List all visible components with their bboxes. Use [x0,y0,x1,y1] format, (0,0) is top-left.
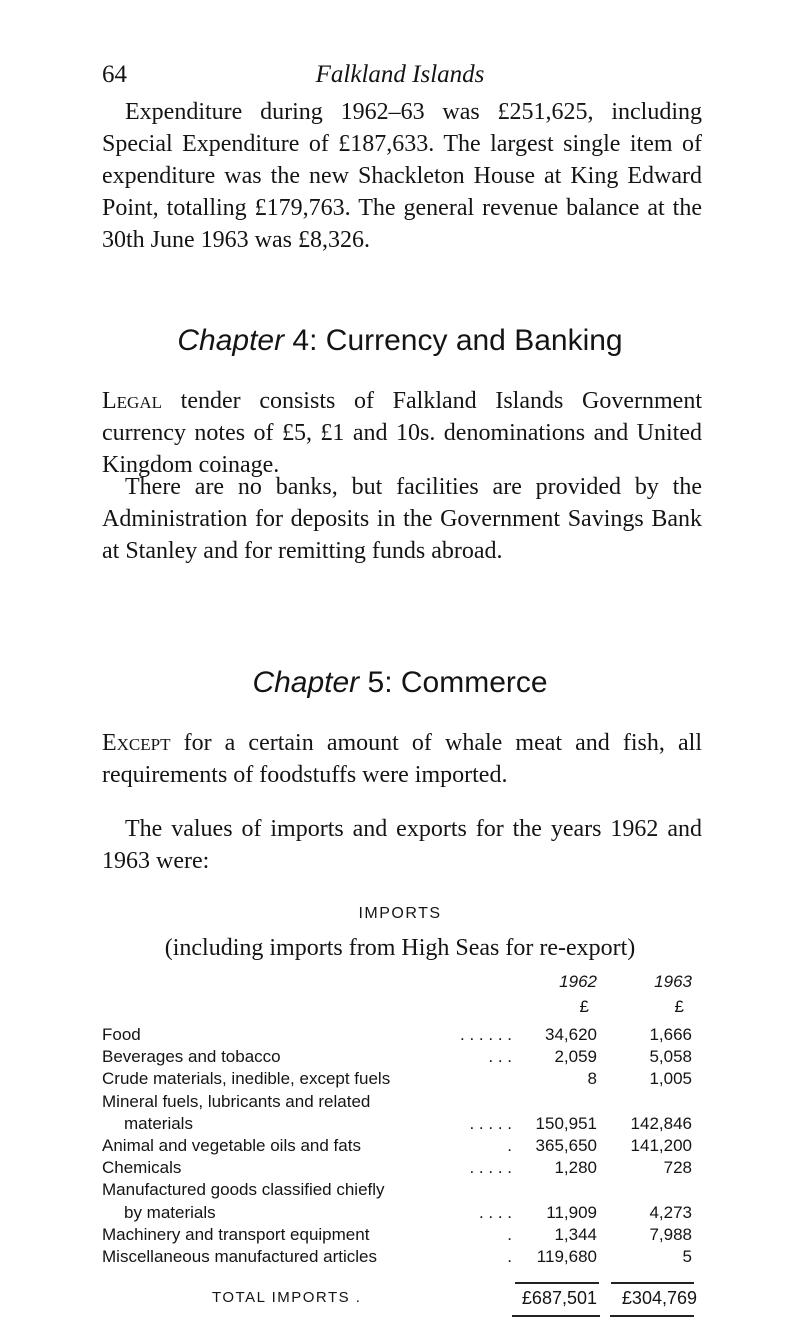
row-label: Chemicals [102,1158,182,1178]
row-leader-dots: . . . . . . [460,1025,512,1044]
value-1963: 1,666 [649,1025,692,1044]
table-row [102,1068,692,1090]
value-1963: 728 [663,1158,692,1178]
row-label: Manufactured goods classified chiefly [102,1180,385,1200]
chapter-4-title: 4: Currency and Banking [284,324,623,357]
chapter-4-paragraph-1-text: tender consists of Falkland Islands Government currency notes of £5, £1 and 10s. denominations and United Kingdom coinage. [102,388,702,478]
table-row [102,1157,692,1179]
table-row [102,1091,692,1113]
table-row [102,1046,692,1068]
chapter-4-lead-word: Legal [102,388,162,414]
row-label: Beverages and tobacco [102,1047,281,1067]
column-unit-1963: £ [674,997,684,1016]
value-1962: 150,951 [535,1113,597,1133]
value-1962: 11,909 [546,1202,597,1222]
chapter-5-paragraph-1-text: for a certain amount of whale meat and fish, all requirements of foodstuffs were imported. [102,730,702,788]
row-leader-dots: . . . . . [469,1158,512,1178]
running-title: Falkland Islands [315,61,485,88]
row-label: by materials [124,1202,216,1222]
row-leader-dots: . [507,1247,512,1266]
chapter-5-heading [0,665,800,701]
table-row [102,1202,692,1224]
value-1962: 8 [587,1069,597,1089]
page-number: 64 [102,61,127,88]
row-label: Crude materials, inedible, except fuels [102,1069,391,1089]
row-leader-dots: . [507,1136,512,1155]
chapter-5-word: Chapter [252,666,360,699]
table-row [102,1024,692,1046]
chapter-5-paragraph-2: The values of imports and exports for the years 1962 and 1963 were: [102,816,702,874]
subtotal-rule-1963 [611,1282,694,1284]
value-1962: 34,620 [545,1025,597,1044]
total-imports-label: TOTAL IMPORTS . [212,1289,362,1306]
table-row [102,1179,692,1201]
chapter-5-lead-word: Except [102,730,171,756]
chapter-5-title: 5: Commerce [359,666,548,699]
value-1963: 1,005 [649,1069,692,1089]
value-1962: 1,280 [554,1158,597,1178]
value-1962: 119,680 [536,1247,597,1266]
column-header-1962: 1962 [559,972,597,991]
row-leader-dots: . . . . . [469,1113,512,1133]
column-header-1963: 1963 [654,972,692,991]
total-imports-1962: £687,501 [521,1288,597,1308]
chapter-4-paragraph-1 [102,385,702,481]
table-row [102,1224,692,1246]
subtotal-rule-1962 [515,1282,599,1284]
imports-table-title: IMPORTS [358,905,442,922]
table-row [102,1135,692,1157]
intro-paragraph: Expenditure during 1962–63 was £251,625, including Special Expenditure of £187,633. The largest single item of expenditure was the new Shackleton House at King Edward Point, totalling £179,763. The general revenue balance at the 30th June 1963 was £8,326. [102,99,702,253]
row-label: Animal and vegetable oils and fats [102,1136,361,1155]
chapter-4-heading [0,323,800,359]
value-1963: 5 [682,1247,692,1266]
row-leader-dots: . . . . [478,1202,512,1222]
column-unit-1962: £ [579,997,589,1016]
value-1963: 141,200 [630,1136,692,1155]
value-1963: 4,273 [649,1202,692,1222]
value-1963: 7,988 [649,1224,692,1244]
value-1962: 2,059 [554,1047,597,1067]
value-1962: 365,650 [535,1136,597,1155]
table-row [102,1113,692,1135]
total-rule-1963 [610,1315,694,1317]
table-row [102,1246,692,1268]
chapter-4-paragraph-2: There are no banks, but facilities are provided by the Administration for deposits in the Government Savings Bank at Stanley and for remitting funds abroad. [102,474,702,564]
chapter-4-word: Chapter [177,324,285,357]
row-label: Machinery and transport equipment [102,1224,370,1244]
row-label: Food [102,1025,141,1044]
value-1963: 5,058 [649,1047,692,1067]
value-1963: 142,846 [630,1113,692,1133]
row-label: Mineral fuels, lubricants and related [102,1091,371,1111]
imports-table-subtitle: (including imports from High Seas for re-export) [164,935,636,961]
total-rule-1962 [512,1315,600,1317]
value-1962: 1,344 [554,1224,597,1244]
total-imports-1963: £304,769 [621,1288,697,1308]
row-label: Miscellaneous manufactured articles [102,1247,377,1266]
row-leader-dots: . . . [488,1047,512,1067]
row-leader-dots: . [507,1224,512,1244]
row-label: materials [124,1113,193,1133]
chapter-5-paragraph-1 [102,727,702,791]
